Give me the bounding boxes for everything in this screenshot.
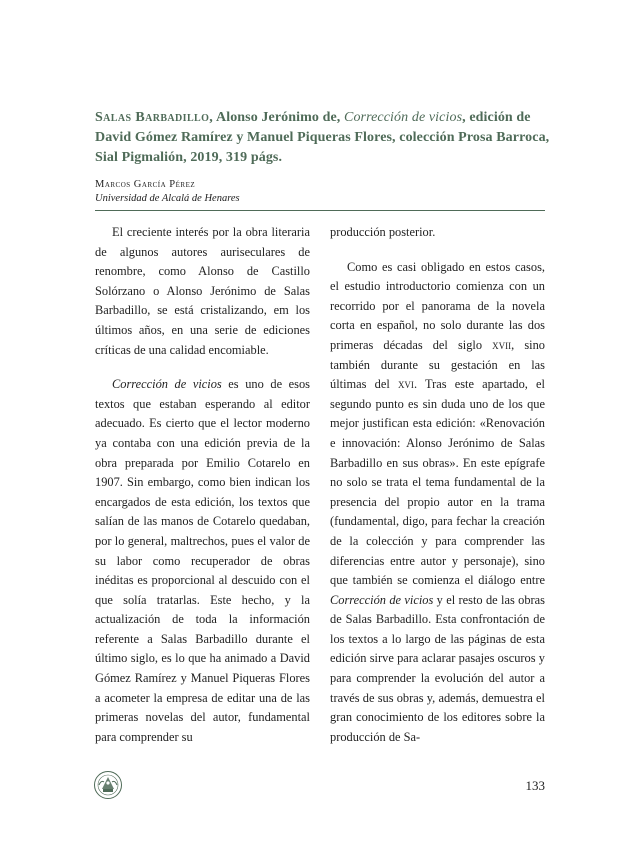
paragraph-continuation: producción posterior. xyxy=(330,225,436,239)
article-header xyxy=(95,108,555,206)
paragraph-text: Como es casi obligado en estos casos, el estudio introductorio comienza con un recorrido por el panorama de la novela corta en español, no solo durante las dos primeras décadas del siglo xyxy=(330,259,545,352)
title-work: Corrección de vicios xyxy=(344,110,463,125)
header-divider xyxy=(95,210,545,211)
review-title xyxy=(95,108,555,168)
paragraph-text: es uno de esos textos que estaban esperando al editor adecuado. Es cierto que el lector moderno ya contaba con una edición previa de la obra preparada por Emilio Cotarelo en 1907. Sin embargo, como bien indican los encargados de esta edición, los textos que salían de las manos de Cotarelo quedaban, por lo general, maltrechos, pues el valor de su labor como recuperador de obras inéditas es proporcional al descuido con el que solía tratarlas. Este hecho, y la actualización de toda la información referente a Salas Barbadillo durante el último siglo, es lo que ha animado a David Gómez Ramírez y Manuel Piqueras Flores a acometer la empresa de editar una de las primeras novelas del autor, fundamental para comprender su xyxy=(95,377,310,744)
right-column xyxy=(330,223,545,747)
title-author-name: Alonso Jerónimo de, xyxy=(213,110,344,125)
paragraph: El creciente interés por la obra literaria de algunos autores auriseculares de renombre, como Alonso de Castillo Solórzano o Alonso Jerónimo de Salas Barbadillo, se está cristalizando, em los últimos años, en una serie de ediciones críticas de una calidad encomiable. xyxy=(95,225,310,357)
work-title-italic: Corrección de vicios xyxy=(330,592,434,607)
paragraph-text: . Tras este apartado, el segundo punto es sin duda uno de los que mejor justifican esta edición: «Renovación e innovación: Alonso Jerónimo de Salas Barbadillo en sus obras». En este epígrafe no solo se trata el tema fundamental de la presencia del propio autor en la trama (fundamental, digo, para fechar la creación de la colección y para comprender las diferencias entre autor y personaje), sino que también se comienza el diálogo entre xyxy=(330,377,545,588)
title-details: , edición de David Gómez Ramírez y Manuel Piqueras Flores, colección Prosa Barroca, Sial Pigmalión, 2019, 319 págs. xyxy=(95,110,550,165)
paragraph-text: y el resto de las obras de Salas Barbadillo. Esta confrontación de los textos a lo largo de las páginas de esta edición sirve para aclarar pasajes oscuros y para comprender la evolución del autor a través de sus obras y, además, demuestra el gran conocimiento de los editores sobre la producción de Sa- xyxy=(330,592,545,744)
left-column xyxy=(95,223,310,747)
reviewer-affiliation: Universidad de Alcalá de Henares xyxy=(95,193,240,204)
university-crest-icon xyxy=(93,770,123,800)
title-author-surname: Salas Barbadillo, xyxy=(95,110,214,125)
century-numeral: xvi xyxy=(397,377,414,392)
work-title-italic: Corrección de vicios xyxy=(112,377,222,392)
page-number: 133 xyxy=(525,778,545,793)
paragraph xyxy=(95,375,310,747)
century-numeral: xvii xyxy=(492,337,512,352)
paragraph xyxy=(330,258,545,748)
reviewer-name: Marcos García Pérez xyxy=(95,179,196,190)
paragraph-text: , sino también durante su gestación en las últimas del xyxy=(330,337,545,392)
